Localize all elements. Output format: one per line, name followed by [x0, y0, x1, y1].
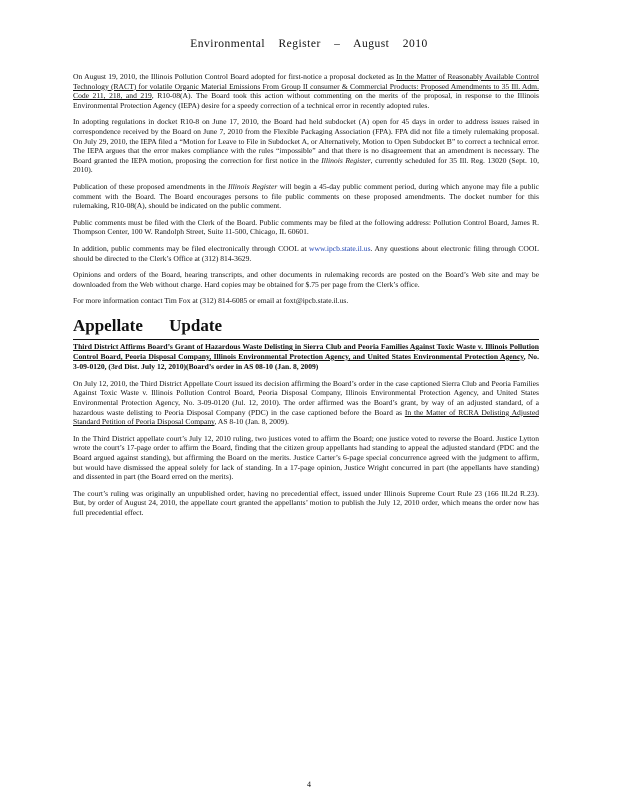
paragraph-electronic-filing: In addition, public comments may be filed electronically through COOL at www.ipcb.state.il.us. Any questions about electronic filing through COOL should be directed to the Clerk’s Office at (312) 814-3629. — [73, 243, 539, 263]
case-caption-ract: In the Matter of Reasonably Available Control Technology (RACT) for volatile Organic Material Emissions From Group II consumer & Commercial Products: Proposed Amendments to 35 Ill. Adm. Code 211, 218, and 219 — [73, 72, 539, 101]
paragraph-decision: On July 12, 2010, the Third District Appellate Court issued its decision affirming the Board’s order in the case captioned Sierra Club and Peoria Families Against Toxic Waste v. Illinois Pollution Control Board, Peoria Disposal Company, Illinois Environmental Protection Agency, and United States Environmental Protection Agency, No. 3-09-0120 (Jul. 12, 2010). The order affirmed was the Board’s grant, by way of an adjusted standard, of a hazardous waste delisting to Peoria Disposal Company (PDC) in the case captioned before the Board as In the Matter of RCRA Delisting Adjusted Standard Petition of Peoria Disposal Company, AS 8-10 (Jan. 8, 2009). — [73, 378, 539, 427]
website-link[interactable]: www.ipcb.state.il.us — [309, 243, 371, 253]
section-title: Appellate Update — [73, 315, 223, 335]
paragraph-ruling: In the Third District appellate court’s July 12, 2010 ruling, two justices voted to affirm the Board; one justice voted to reverse the Board. Justice Lytton wrote the court’s 17-page order to affirm the Board, finding that the citizen group appellants had standing to appeal the adjusted standard (PDC and the Board argued against standing), but affirming the Board on the merits. Justice Carter’s 6-page special concurrence agreed with the judgment to affirm, but would have dismissed the appeal solely for lack of standing. In a 17-page opinion, Justice Wright concurred in part (the appellants have standing) and dissented in part (the Board erred on the merits). — [73, 433, 539, 482]
case-subheading: Third District Affirms Board’s Grant of Hazardous Waste Delisting in Sierra Club and Peoria Families Against Toxic Waste v. Illinois Pollution Control Board, Peoria Disposal Company, Illinois Environmental Protection Agency, and United States Environmental Protection Agency, No. 3-09-0120, (3rd Dist. July 12, 2010)(Board’s order in AS 08-10 (Jan. 8, 2009) — [73, 339, 539, 372]
paragraph-publication-order: The court’s ruling was originally an unpublished order, having no precedential effect, issued under Illinois Supreme Court Rule 23 (166 Ill.2d R.23). But, by order of August 24, 2010, the appellate court granted the appellants’ motion to publish the July 12, 2010 order, which means the order now has full precedential effect. — [73, 488, 539, 517]
case-caption-rcra: In the Matter of RCRA Delisting Adjusted Standard Petition of Peoria Disposal Company — [73, 407, 539, 427]
page-number: 4 — [307, 780, 311, 789]
paragraph-subdocket: In adopting regulations in docket R10-8 on June 17, 2010, the Board had held subdocket (A) open for 45 days in order to address issues raised in correspondence received by the Board on June 7, 2010 from the Flexible Packaging Association (FPA). FPA did not file a timely rulemaking proposal. On July 29, 2010, the IEPA filed a “Motion for Leave to File in Subdocket A, or Alternatively, Motion to Open Subdocket B” to correct a technical error. The IEPA argues that the error makes compliance with the rules “impossible” and that there is no disagreement that an amendment is necessary. The Board granted the IEPA motion, proposing the correction for first notice in the Illinois Register, currently scheduled for 35 Ill. Reg. 13020 (Sept. 10, 2010). — [73, 117, 539, 175]
paragraph-opinions: Opinions and orders of the Board, hearing transcripts, and other documents in rulemaking records are posted on the Board’s Web site and may be downloaded from the Web without charge. Hard copies may be obtained for $.75 per page from the Clerk’s office. — [73, 270, 539, 289]
running-header: Environmental Register – August 2010 — [190, 38, 428, 50]
paragraph-publication: Publication of these proposed amendments in the Illinois Register will begin a 45-day public comment period, during which anyone may file a public comment with the Board. The Board encourages persons to file public comments on these proposed amendments. The docket number for this rulemaking, R10-08(A), should be indicated on the public comment. — [73, 181, 539, 211]
paragraph-public-comments: Public comments must be filed with the Clerk of the Board. Public comments may be filed at the following address: Pollution Control Board, James R. Thompson Center, 100 W. Randolph Street, Suite 11-500, Chicago, IL 60601. — [73, 217, 539, 237]
paragraph-more-info: For more information contact Tim Fox at (312) 814-6085 or email at foxt@ipcb.state.il.us. — [73, 296, 349, 306]
document-body — [73, 72, 539, 525]
paragraph-ract-proposal: On August 19, 2010, the Illinois Pollution Control Board adopted for first-notice a proposal docketed as In the Matter of Reasonably Available Control Technology (RACT) for volatile Organic Material Emissions From Group II consumer & Commercial Products: Proposed Amendments to 35 Ill. Adm. Code 211, 218, and 219, R10-08(A). The Board took this action without commenting on the merits of the proposal, in response to the Illinois Environmental Protection Agency (IEPA) desire for a speedy correction of a technical error in recently adopted rules. — [73, 72, 540, 110]
